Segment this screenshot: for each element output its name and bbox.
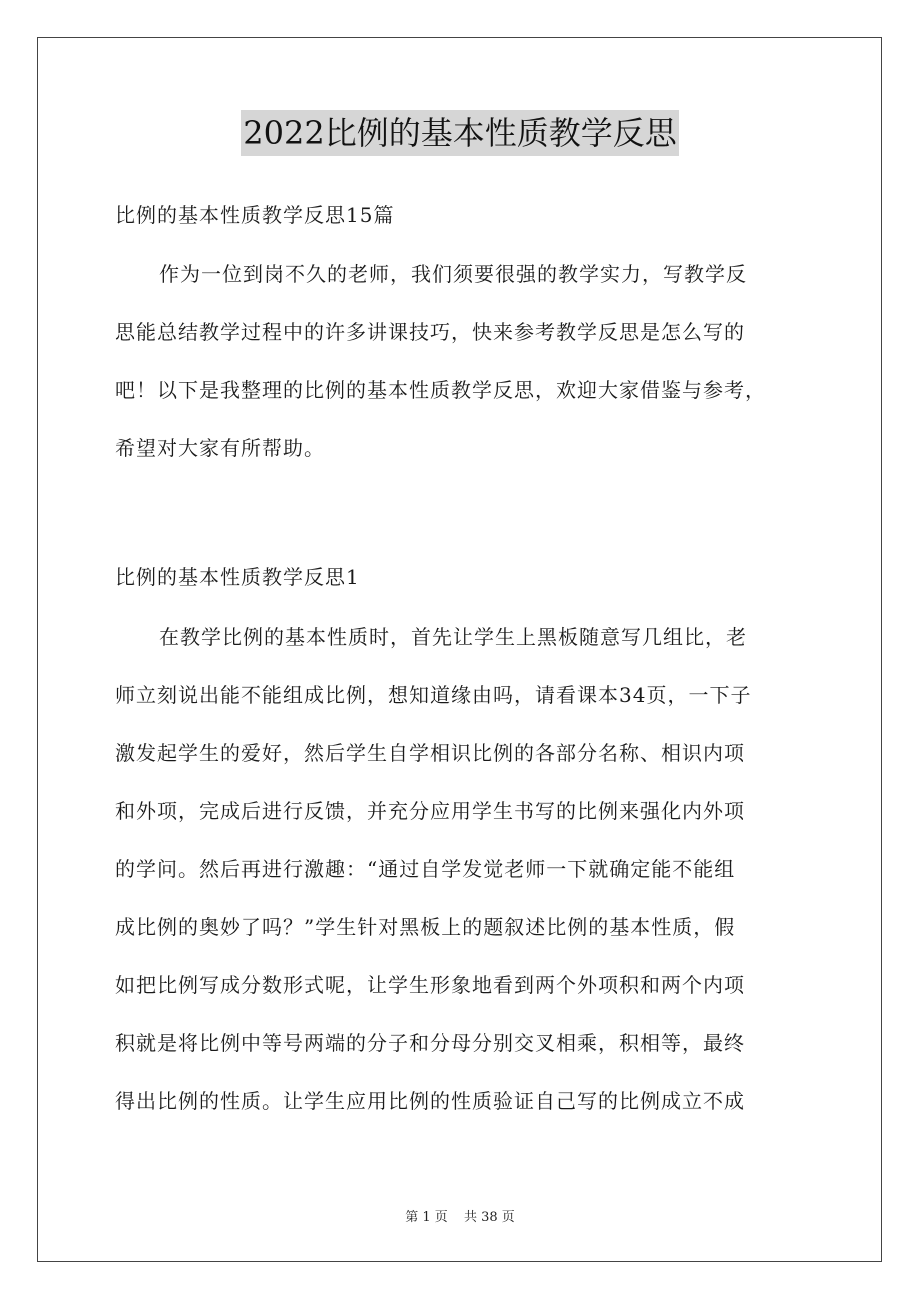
paragraph-line: 的学问。然后再进行激趣：“通过自学发觉老师一下就确定能不能组 [115, 857, 736, 881]
paragraph-line: 师立刻说出能不能组成比例，想知道缘由吗，请看课本34页，一下子 [115, 683, 752, 707]
paragraph-line: 思能总结教学过程中的许多讲课技巧，快来参考教学反思是怎么写的 [115, 320, 745, 344]
document-subtitle: 比例的基本性质教学反思15篇 [115, 203, 395, 227]
paragraph-line: 得出比例的性质。让学生应用比例的性质验证自己写的比例成立不成 [115, 1089, 745, 1113]
paragraph-line: 作为一位到岗不久的老师，我们须要很强的教学实力，写教学反 [159, 262, 747, 286]
paragraph-line: 和外项，完成后进行反馈，并充分应用学生书写的比例来强化内外项 [115, 799, 745, 823]
title-container [0, 110, 920, 156]
section-heading-block [115, 548, 815, 606]
intro-paragraph [115, 245, 815, 477]
page-footer [0, 1206, 920, 1225]
section-heading: 比例的基本性质教学反思1 [115, 565, 360, 589]
paragraph-line: 激发起学生的爱好，然后学生自学相识比例的各部分名称、相识内项 [115, 741, 745, 765]
page-total: 共 38 页 [463, 1210, 515, 1225]
section-paragraph [115, 608, 815, 1130]
subtitle-block [115, 186, 815, 244]
document-title: 2022比例的基本性质教学反思 [241, 110, 678, 156]
page-number: 第 1 页 [405, 1210, 448, 1225]
paragraph-line: 在教学比例的基本性质时，首先让学生上黑板随意写几组比，老 [159, 625, 747, 649]
paragraph-line: 吧！以下是我整理的比例的基本性质教学反思，欢迎大家借鉴与参考， [115, 378, 766, 402]
paragraph-line: 成比例的奥妙了吗？”学生针对黑板上的题叙述比例的基本性质，假 [115, 915, 736, 939]
paragraph-line: 如把比例写成分数形式呢，让学生形象地看到两个外项积和两个内项 [115, 973, 745, 997]
paragraph-line: 希望对大家有所帮助。 [115, 436, 325, 460]
paragraph-line: 积就是将比例中等号两端的分子和分母分别交叉相乘，积相等，最终 [115, 1031, 745, 1055]
